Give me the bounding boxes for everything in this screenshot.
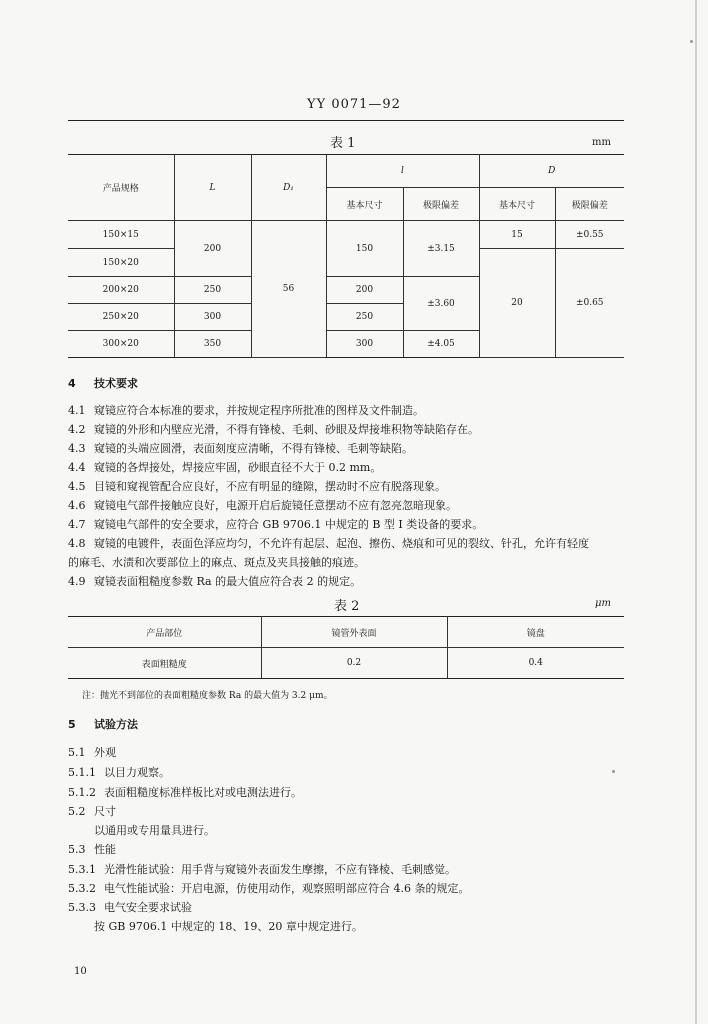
table-cell: 300 xyxy=(174,304,251,331)
clause-4-9: 4.9 窥镜表面粗糙度参数 Ra 的最大值应符合表 2 的规定。 xyxy=(68,575,362,588)
table2-note: 注：抛光不到部位的表面粗糙度参数 Ra 的最大值为 3.2 μm。 xyxy=(82,691,333,701)
clause-4-8-continued: 的麻毛、水渍和次要部位上的麻点、斑点及夹具接触的痕迹。 xyxy=(68,556,365,569)
table2-unit: μm xyxy=(595,598,611,609)
clause-5-3-3: 5.3.3 电气安全要求试验 xyxy=(68,901,192,914)
header-D-dev: 极限偏差 xyxy=(555,188,624,221)
table-cell: 350 xyxy=(174,331,251,358)
table-cell: 200×20 xyxy=(68,277,174,304)
table1-title: 表 1 xyxy=(330,136,356,151)
header-l-dev: 极限偏差 xyxy=(403,188,479,221)
clause-4-2: 4.2 窥镜的外形和内壁应光滑，不得有锋棱、毛刺、砂眼及焊接堆积物等缺陷存在。 xyxy=(68,423,479,436)
clause-4-6: 4.6 窥镜电气部件接触应良好，电源开启后旋镜任意摆动不应有忽亮忽暗现象。 xyxy=(68,499,457,512)
header-spec: 产品规格 xyxy=(68,155,174,221)
table-cell: ±0.55 xyxy=(555,221,624,249)
scan-speck xyxy=(612,770,615,773)
table-cell: 150×15 xyxy=(68,221,174,249)
header-l: l xyxy=(326,155,479,188)
table1-unit: mm xyxy=(592,137,611,148)
table2-title: 表 2 xyxy=(334,599,360,614)
clause-5-2: 5.2 尺寸 xyxy=(68,805,116,818)
clause-5-1: 5.1 外观 xyxy=(68,746,116,759)
table-cell: 表面粗糙度 xyxy=(68,648,261,679)
table-cell: ±4.05 xyxy=(403,331,479,358)
table-cell: 0.2 xyxy=(261,648,447,679)
section4-heading: 4 技术要求 xyxy=(68,377,138,390)
table-cell: 产品部位 xyxy=(68,617,261,648)
section5-heading: 5 试验方法 xyxy=(68,718,138,731)
table-cell: 56 xyxy=(251,221,326,358)
scan-edge-line xyxy=(695,0,697,1024)
table-cell: ±0.65 xyxy=(555,249,624,358)
table-cell: ±3.60 xyxy=(403,277,479,331)
dimension-table xyxy=(68,154,624,358)
clause-4-3: 4.3 窥镜的头端应圆滑，表面刻度应清晰，不得有锋棱、毛刺等缺陷。 xyxy=(68,442,413,455)
clause-4-4: 4.4 窥镜的各焊接处，焊接应牢固，砂眼直径不大于 0.2 mm。 xyxy=(68,461,382,474)
clause-4-8: 4.8 窥镜的电镀件，表面色泽应均匀，不允许有起层、起泡、擦伤、烧痕和可见的裂纹、针孔，允许有轻度 xyxy=(68,537,589,550)
clause-4-1: 4.1 窥镜应符合本标准的要求，并按规定程序所批准的图样及文件制造。 xyxy=(68,404,424,417)
table-cell: 250×20 xyxy=(68,304,174,331)
header-rule xyxy=(68,120,624,121)
table-cell: 300×20 xyxy=(68,331,174,358)
table-cell: 200 xyxy=(326,277,403,304)
header-L: L xyxy=(174,155,251,221)
header-D: D xyxy=(479,155,624,188)
header-l-basic: 基本尺寸 xyxy=(326,188,403,221)
table-cell: 250 xyxy=(326,304,403,331)
table-cell: 15 xyxy=(479,221,555,249)
table-cell: ±3.15 xyxy=(403,221,479,277)
table-cell: 150 xyxy=(326,221,403,277)
document-code: YY 0071—92 xyxy=(307,97,401,112)
clause-5-1-2: 5.1.2 表面粗糙度标准样板比对或电测法进行。 xyxy=(68,786,302,799)
table-cell: 250 xyxy=(174,277,251,304)
table-cell: 镜盘 xyxy=(447,617,624,648)
clause-4-7: 4.7 窥镜电气部件的安全要求，应符合 GB 9706.1 中规定的 B 型 I 类设备的要求。 xyxy=(68,518,484,531)
header-D1: D₁ xyxy=(251,155,326,221)
table-cell: 300 xyxy=(326,331,403,358)
table-cell: 200 xyxy=(174,221,251,277)
scan-speck xyxy=(690,40,693,43)
roughness-table xyxy=(68,616,624,679)
clause-5-3: 5.3 性能 xyxy=(68,843,116,856)
clause-4-5: 4.5 目镜和窥视管配合应良好，不应有明显的缝隙，摆动时不应有脱落现象。 xyxy=(68,480,446,493)
clause-5-3-1: 5.3.1 光滑性能试验：用手背与窥镜外表面发生摩擦，不应有锋棱、毛刺感觉。 xyxy=(68,863,456,876)
clause-5-1-1: 5.1.1 以目力观察。 xyxy=(68,766,170,779)
header-D-basic: 基本尺寸 xyxy=(479,188,555,221)
table-cell: 0.4 xyxy=(447,648,624,679)
clause-5-3-3-text: 按 GB 9706.1 中规定的 18、19、20 章中规定进行。 xyxy=(94,920,363,933)
page-number: 10 xyxy=(74,966,87,977)
clause-5-3-2: 5.3.2 电气性能试验：开启电源，仿使用动作，观察照明部应符合 4.6 条的规定。 xyxy=(68,882,470,895)
table-cell: 20 xyxy=(479,249,555,358)
table-cell: 150×20 xyxy=(68,249,174,277)
table-cell: 镜管外表面 xyxy=(261,617,447,648)
clause-5-2-text: 以通用或专用量具进行。 xyxy=(94,824,215,837)
